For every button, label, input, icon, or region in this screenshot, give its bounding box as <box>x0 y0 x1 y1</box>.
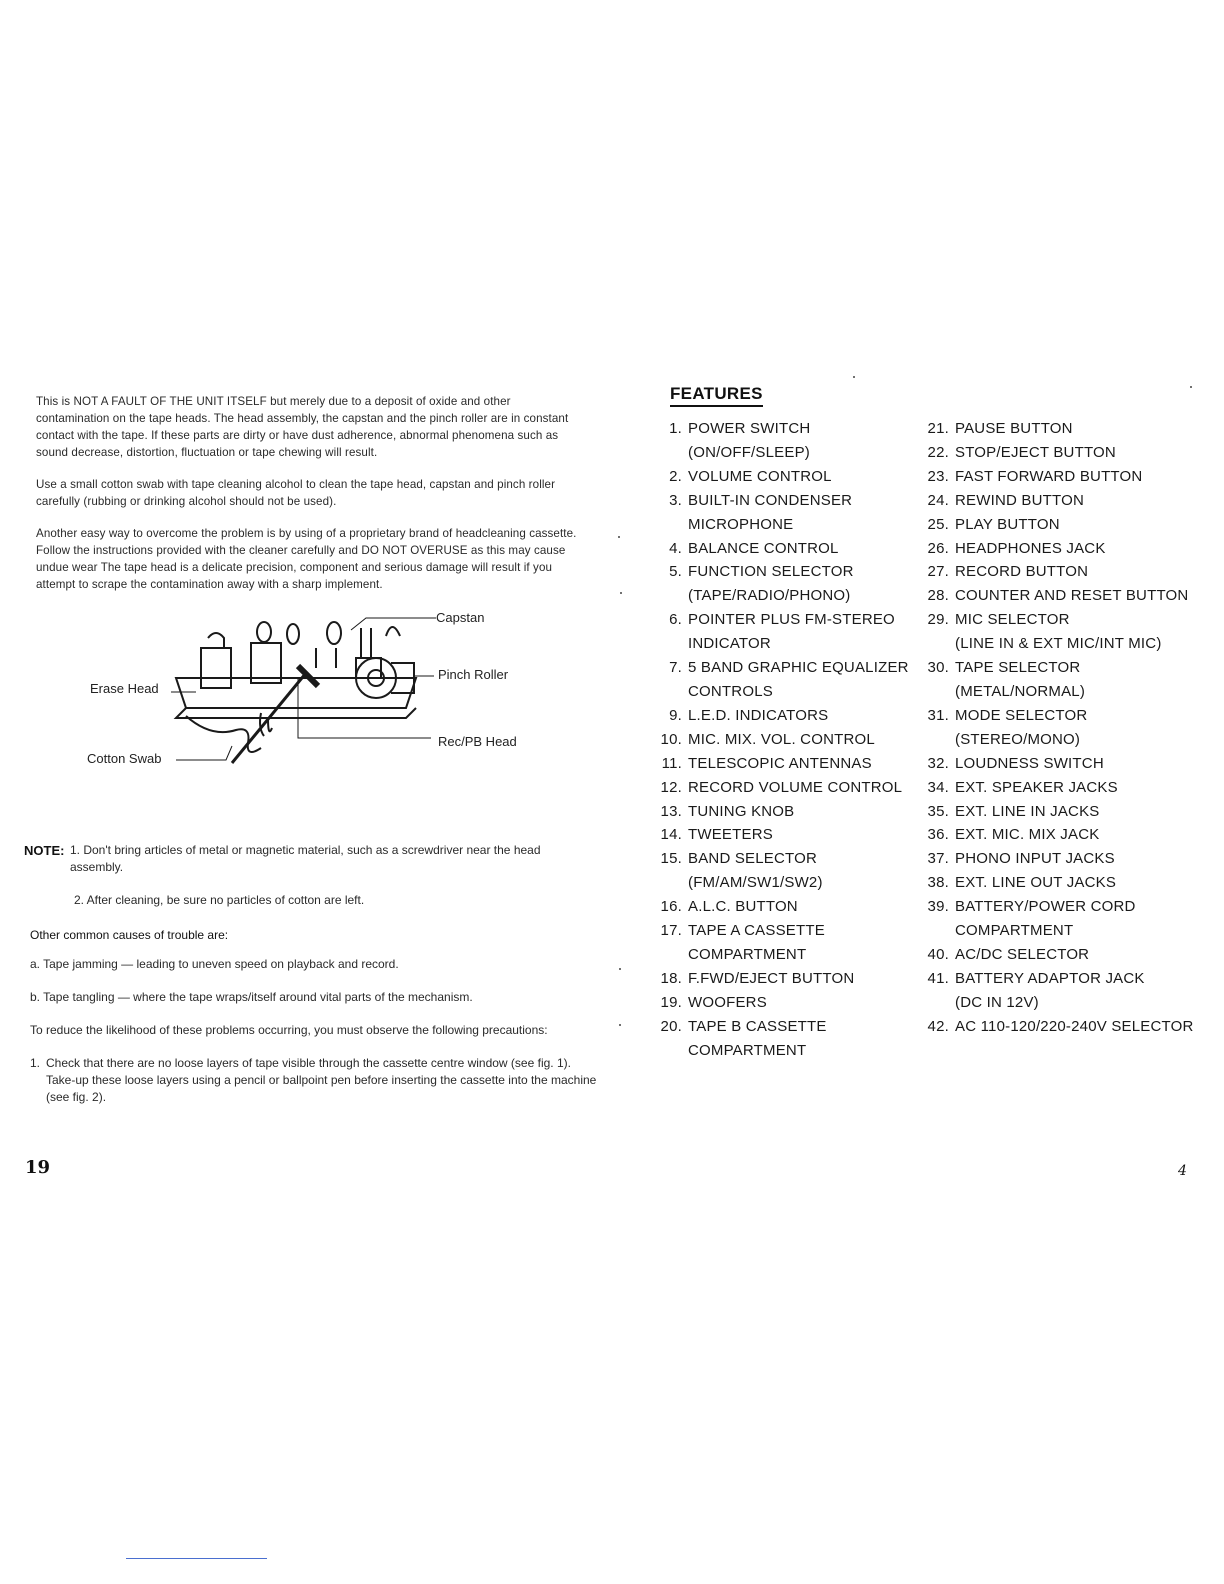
feature-number: 3. <box>669 491 682 509</box>
features-list-column-2 <box>922 417 1194 1039</box>
feature-number: 27. <box>927 563 949 581</box>
feature-text: TUNING KNOB <box>688 802 795 820</box>
feature-item <box>922 704 1194 728</box>
label-erase-head: Erase Head <box>90 681 159 696</box>
note-item-2: 2. After cleaning, be sure no particles of cotton are left. <box>74 893 365 907</box>
feature-number: 10. <box>660 730 682 748</box>
precaution-number: 1. <box>30 1056 41 1070</box>
feature-item <box>655 680 909 704</box>
feature-item <box>655 895 909 919</box>
feature-item <box>655 800 909 824</box>
page-number-left: 19 <box>25 1157 51 1178</box>
feature-text: EXT. SPEAKER JACKS <box>955 778 1118 796</box>
feature-item <box>922 608 1194 632</box>
head-cleaning-diagram <box>36 608 596 778</box>
note-section <box>24 842 594 909</box>
feature-item <box>922 632 1194 656</box>
cause-b: b. Tape tangling — where the tape wraps/itself around vital parts of the mechanism. <box>30 990 473 1004</box>
paragraph-fault: This is NOT A FAULT OF THE UNIT ITSELF but merely due to a deposit of oxide and other contamination on the tape heads. The head assembly, the capstan and the pinch roller are in constant contact with the tape. If these parts are dirty or have dust adherence, abnormal phenomena such as sound decrease, distortion, fluctuation or tape chewing will result. <box>36 395 569 459</box>
feature-text: REWIND BUTTON <box>955 491 1084 509</box>
feature-text: BATTERY/POWER CORD <box>955 898 1136 916</box>
feature-number: 36. <box>927 826 949 844</box>
note-label: NOTE: <box>24 843 65 858</box>
feature-text: TWEETERS <box>688 826 773 844</box>
label-capstan: Capstan <box>436 610 485 625</box>
feature-item <box>655 991 909 1015</box>
feature-item <box>922 560 1194 584</box>
feature-item <box>655 752 909 776</box>
left-column <box>36 393 586 778</box>
cause-a: a. Tape jamming — leading to uneven speed on playback and record. <box>30 957 399 971</box>
features-list-column-1 <box>655 417 909 1062</box>
feature-number: 37. <box>927 850 949 868</box>
feature-text: MICROPHONE <box>688 515 794 533</box>
feature-text: BATTERY ADAPTOR JACK <box>955 969 1145 987</box>
feature-item <box>922 489 1194 513</box>
scan-speck <box>853 376 855 378</box>
feature-number: 2. <box>669 467 682 485</box>
feature-number: 20. <box>660 1017 682 1035</box>
feature-item <box>922 584 1194 608</box>
feature-item <box>655 847 909 871</box>
feature-number: 7. <box>669 659 682 677</box>
feature-item <box>655 967 909 991</box>
feature-item <box>655 608 909 632</box>
feature-item <box>655 823 909 847</box>
feature-text: COMPARTMENT <box>688 945 807 963</box>
feature-text: FAST FORWARD BUTTON <box>955 467 1143 485</box>
feature-number: 23. <box>927 467 949 485</box>
feature-number: 32. <box>927 754 949 772</box>
feature-number: 30. <box>927 659 949 677</box>
scan-speck <box>618 536 620 538</box>
feature-number: 19. <box>660 993 682 1011</box>
feature-item <box>922 847 1194 871</box>
feature-item <box>922 537 1194 561</box>
feature-item <box>922 943 1194 967</box>
feature-number: 13. <box>660 802 682 820</box>
feature-text: PHONO INPUT JACKS <box>955 850 1115 868</box>
feature-item <box>922 465 1194 489</box>
feature-number: 4. <box>669 539 682 557</box>
feature-number: 40. <box>927 945 949 963</box>
feature-number: 31. <box>927 706 949 724</box>
feature-text: (ON/OFF/SLEEP) <box>688 443 810 461</box>
feature-text: HEADPHONES JACK <box>955 539 1106 557</box>
feature-text: VOLUME CONTROL <box>688 467 832 485</box>
feature-text: MIC. MIX. VOL. CONTROL <box>688 730 875 748</box>
feature-item <box>922 991 1194 1015</box>
feature-text: POWER SWITCH <box>688 420 811 437</box>
feature-item <box>922 656 1194 680</box>
feature-number: 28. <box>927 587 949 605</box>
paragraph-cotton-swab: Use a small cotton swab with tape cleaning alcohol to clean the tape head, capstan and pinch roller carefully (rubbing or drinking alcohol should not be used). <box>36 478 556 508</box>
feature-text: 5 BAND GRAPHIC EQUALIZER <box>688 659 909 677</box>
feature-item <box>922 823 1194 847</box>
feature-item <box>922 752 1194 776</box>
feature-text: FUNCTION SELECTOR <box>688 563 854 581</box>
feature-item <box>922 513 1194 537</box>
feature-number: 5. <box>669 563 682 581</box>
feature-text: BALANCE CONTROL <box>688 539 839 557</box>
feature-item <box>655 871 909 895</box>
feature-number: 17. <box>660 922 682 940</box>
feature-number: 15. <box>660 850 682 868</box>
feature-text: TELESCOPIC ANTENNAS <box>688 754 872 772</box>
scan-speck <box>619 1024 621 1026</box>
feature-item <box>922 895 1194 919</box>
feature-text: (FM/AM/SW1/SW2) <box>688 874 823 892</box>
feature-text: POINTER PLUS FM-STEREO <box>688 611 895 629</box>
feature-item <box>655 919 909 943</box>
feature-number: 22. <box>927 443 949 461</box>
feature-number: 39. <box>927 898 949 916</box>
feature-number: 9. <box>669 706 682 724</box>
feature-item <box>655 776 909 800</box>
feature-text: (TAPE/RADIO/PHONO) <box>688 587 851 605</box>
feature-text: CONTROLS <box>688 682 773 700</box>
feature-number: 35. <box>927 802 949 820</box>
feature-number: 18. <box>660 969 682 987</box>
feature-item <box>655 513 909 537</box>
feature-text: RECORD BUTTON <box>955 563 1089 581</box>
feature-text: AC/DC SELECTOR <box>955 945 1090 963</box>
page-mark-right: 4 <box>1178 1163 1187 1179</box>
feature-text: F.FWD/EJECT BUTTON <box>688 969 855 987</box>
feature-text: AC 110-120/220-240V SELECTOR <box>955 1017 1194 1035</box>
feature-item <box>922 967 1194 991</box>
feature-text: BAND SELECTOR <box>688 850 818 868</box>
feature-text: MIC SELECTOR <box>955 611 1070 629</box>
feature-number: 11. <box>661 754 682 772</box>
feature-number: 25. <box>927 515 949 533</box>
feature-text: (METAL/NORMAL) <box>955 682 1086 700</box>
label-cotton-swab: Cotton Swab <box>87 751 162 766</box>
feature-item <box>655 656 909 680</box>
note-item-1: 1. Don't bring articles of metal or magnetic material, such as a screwdriver near the head assembly. <box>70 843 541 874</box>
feature-text: LOUDNESS SWITCH <box>955 754 1104 772</box>
feature-text: TAPE SELECTOR <box>955 659 1081 677</box>
feature-number: 21. <box>927 420 949 437</box>
feature-text: MODE SELECTOR <box>955 706 1088 724</box>
feature-item <box>655 417 909 441</box>
feature-item <box>655 560 909 584</box>
feature-text: COUNTER AND RESET BUTTON <box>955 587 1189 605</box>
feature-item <box>922 441 1194 465</box>
feature-item <box>655 1039 909 1063</box>
feature-item <box>922 919 1194 943</box>
feature-text: EXT. LINE IN JACKS <box>955 802 1100 820</box>
paragraph-headcleaning: Another easy way to overcome the problem is by using of a proprietary brand of headcleaning cassette. Follow the instructions provided with the cleaner carefully and DO NOT OVERUSE as this may cause undue wear The tape head is a delicate precision, component and serious damage will result if you attempt to scrape the contamination away with a sharp implement. <box>36 527 577 591</box>
feature-text: BUILT-IN CONDENSER <box>688 491 853 509</box>
feature-text: TAPE A CASSETTE <box>688 922 825 940</box>
precaution-text: Check that there are no loose layers of tape visible through the cassette centre window (see fig. 1). Take-up these loose layers using a pencil or ballpoint pen before inserting the cassette into the machine (see fig. 2). <box>46 1056 597 1104</box>
feature-item <box>922 776 1194 800</box>
feature-number: 14. <box>660 826 682 844</box>
feature-item <box>655 465 909 489</box>
scan-speck <box>620 592 622 594</box>
feature-text: COMPARTMENT <box>955 922 1074 940</box>
feature-number: 34. <box>927 778 949 796</box>
feature-item <box>655 728 909 752</box>
feature-text: COMPARTMENT <box>688 1041 807 1059</box>
label-pinch-roller: Pinch Roller <box>438 667 509 682</box>
feature-number: 42. <box>927 1017 949 1035</box>
feature-text: TAPE B CASSETTE <box>688 1017 827 1035</box>
scan-speck <box>1190 386 1192 388</box>
feature-text: PLAY BUTTON <box>955 515 1060 533</box>
feature-item <box>655 537 909 561</box>
feature-item <box>655 943 909 967</box>
feature-item <box>655 632 909 656</box>
feature-item <box>922 728 1194 752</box>
troubles-section <box>30 928 600 1106</box>
feature-item <box>922 871 1194 895</box>
label-rec-pb-head: Rec/PB Head <box>438 734 517 749</box>
feature-number: 38. <box>927 874 949 892</box>
feature-text: EXT. LINE OUT JACKS <box>955 874 1117 892</box>
feature-item <box>922 680 1194 704</box>
feature-item <box>655 1015 909 1039</box>
feature-number: 41. <box>927 969 949 987</box>
feature-item <box>922 417 1194 441</box>
feature-number: 26. <box>927 539 949 557</box>
feature-text: WOOFERS <box>688 993 767 1011</box>
feature-item <box>655 584 909 608</box>
feature-text: STOP/EJECT BUTTON <box>955 443 1116 461</box>
other-causes-heading: Other common causes of trouble are: <box>30 928 229 942</box>
feature-text: RECORD VOLUME CONTROL <box>688 778 903 796</box>
feature-number: 6. <box>669 611 682 629</box>
feature-item <box>655 441 909 465</box>
feature-text: PAUSE BUTTON <box>955 420 1073 437</box>
feature-item <box>922 800 1194 824</box>
feature-number: 1. <box>669 420 682 437</box>
precaution-1 <box>30 1055 600 1106</box>
feature-number: 29. <box>927 611 949 629</box>
feature-text: INDICATOR <box>688 635 771 653</box>
features-title: FEATURES <box>670 384 763 407</box>
feature-text: A.L.C. BUTTON <box>688 898 798 916</box>
feature-text: EXT. MIC. MIX JACK <box>955 826 1100 844</box>
feature-item <box>922 1015 1194 1039</box>
feature-number: 24. <box>927 491 949 509</box>
feature-text: (DC IN 12V) <box>955 993 1039 1011</box>
feature-item <box>655 704 909 728</box>
bottom-rule <box>126 1558 267 1559</box>
feature-number: 12. <box>660 778 682 796</box>
reduce-text: To reduce the likelihood of these problems occurring, you must observe the following precautions: <box>30 1023 548 1037</box>
feature-text: (LINE IN & EXT MIC/INT MIC) <box>955 635 1162 653</box>
feature-text: L.E.D. INDICATORS <box>688 706 829 724</box>
scan-speck <box>619 968 621 970</box>
feature-text: (STEREO/MONO) <box>955 730 1081 748</box>
feature-item <box>655 489 909 513</box>
feature-number: 16. <box>660 898 682 916</box>
